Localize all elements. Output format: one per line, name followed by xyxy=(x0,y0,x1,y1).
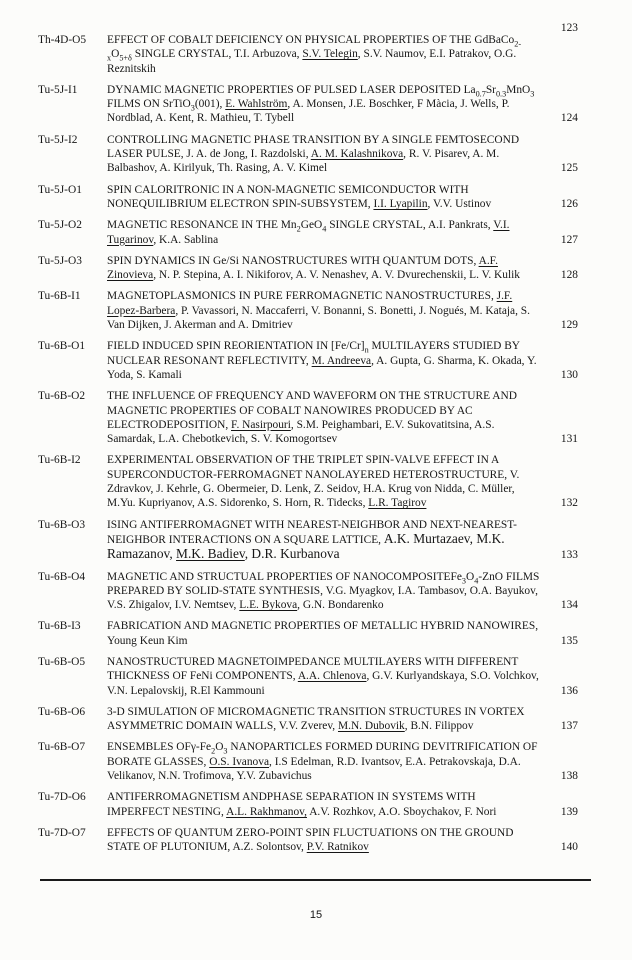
session-code: Tu-6B-O6 xyxy=(38,705,86,718)
subscript: 2 xyxy=(296,224,301,234)
entry-title-authors xyxy=(107,705,544,734)
underlined-author: A.F. Zinovieva xyxy=(107,254,498,282)
text-segment: ANTIFERROMAGNETISM ANDPHASE SEPARATION IN SYSTEMS WITH IMPERFECT NESTING, xyxy=(107,791,476,818)
subscript: 4 xyxy=(322,224,327,234)
text-segment: (001), xyxy=(194,98,226,111)
entry-page-number: 126 xyxy=(560,197,578,210)
entry-title-authors xyxy=(107,453,544,510)
text-segment: SINGLE CRYSTAL, T.I. Arbuzova, xyxy=(131,48,303,61)
text-segment: MAGNETIC AND STRUCTUAL PROPERTIES OF NANOCOMPOSITEFe xyxy=(107,570,462,583)
text-segment: ISING ANTIFERROMAGNET WITH NEAREST-NEIGHBOR AND NEXT-NEAREST-NEIGHBOR INTERACTIONS ON A SQUARE LATTICE, xyxy=(107,518,517,546)
session-code: Tu-7D-O7 xyxy=(38,826,86,839)
text-segment: , V.V. Ustinov xyxy=(427,197,492,210)
text-segment: A.K. Murtazaev, M.K. Ramazanov, xyxy=(107,530,505,562)
underlined-author: A.L. Rakhmanov, xyxy=(226,805,307,818)
text-segment: SINGLE CRYSTAL, A.I. Pankrats, xyxy=(326,219,494,232)
entry-page-number: 137 xyxy=(560,720,578,733)
text-segment: MnO xyxy=(506,83,531,96)
text-segment: , N. P. Stepina, A. I. Nikiforov, A. V. Nenashev, A. V. Dvurechenskii, L. V. Kulik xyxy=(153,269,520,282)
entry-page-number: 139 xyxy=(560,805,578,818)
text-segment: GeO xyxy=(300,219,323,232)
entry-page-number: 132 xyxy=(560,497,578,510)
text-segment: Sr xyxy=(485,83,496,96)
text-segment: MAGNETIC RESONANCE IN THE Mn xyxy=(107,219,297,232)
underlined-author: P.V. Ratnikov xyxy=(306,841,369,854)
entry-title-authors xyxy=(107,518,544,563)
text-segment: FIELD INDUCED SPIN REORIENTATION IN [Fe/Cr] xyxy=(107,340,365,353)
subscript: 0.3 xyxy=(495,89,507,99)
toc-entry xyxy=(38,518,578,563)
session-code: Tu-6B-O2 xyxy=(38,390,86,403)
entry-page-number: 133 xyxy=(560,549,578,562)
entry-title-authors xyxy=(107,826,544,855)
entry-page-number: 124 xyxy=(560,112,578,125)
entry-title-authors xyxy=(107,218,544,247)
session-code: Tu-6B-I2 xyxy=(38,454,81,467)
toc-entry xyxy=(38,619,578,648)
text-segment: O xyxy=(465,570,475,583)
text-segment: , I.S Edelman, R.D. Ivantsov, E.A. Petrakovskaja, D.A. Velikanov, N.N. Trofimova, Y.V. Zubavichus xyxy=(107,755,521,783)
entry-title-authors xyxy=(107,740,544,783)
text-segment: ENSEMBLES OFγ-Fe xyxy=(107,741,212,754)
entry-page-number: 140 xyxy=(560,841,578,854)
text-segment: , P. Vavassori, N. Maccaferri, V. Bonanni, S. Bonetti, J. Nogués, M. Kataja, S. Van Dijken, J. Akerman and A. Dmitriev xyxy=(107,304,530,332)
entry-title-authors xyxy=(107,790,544,819)
session-code: Tu-5J-I1 xyxy=(38,83,78,96)
session-code: Tu-5J-O2 xyxy=(38,219,82,232)
text-segment: CONTROLLING MAGNETIC PHASE TRANSITION BY A SINGLE FEMTOSECOND LASER PULSE, J. A. de Jong, I. Razdolski, xyxy=(107,133,520,161)
underlined-author: I.I. Lyapilin xyxy=(373,197,428,210)
text-segment: FILMS ON SrTiO xyxy=(107,98,191,111)
session-code: Tu-6B-I1 xyxy=(38,290,81,303)
entry-title-authors xyxy=(107,619,544,648)
subscript: 5+δ xyxy=(119,53,132,63)
text-segment: 3-D SIMULATION OF MICROMAGNETIC TRANSITION STRUCTURES IN VORTEX ASYMMETRIC DOMAIN WALLS, V.V. Zverev, xyxy=(107,705,525,733)
entry-title-authors xyxy=(107,339,544,382)
toc-entry xyxy=(38,133,578,176)
text-segment: , S.M. Peighambari, E.V. Sukovatitsina, A.S. Samardak, L.A. Chebotkevich, S. V. Komogortsev xyxy=(107,418,495,446)
text-segment: -ZnO FILMS PREPARED BY SOLID-STATE SYNTHESIS, V.G. Myagkov, I.A. Tambasov, O.A. Bayukov, V.S. Zhigalov, I.V. Nemtsev, xyxy=(107,570,540,612)
toc-entry xyxy=(38,389,578,446)
text-segment: , G.V. Kurlyandskaya, S.O. Volchkov, V.N. Lepalovskij, R.El Kammouni xyxy=(107,670,539,697)
entry-title-authors xyxy=(107,83,544,126)
entry-page-number: 127 xyxy=(560,233,578,246)
text-segment: THE INFLUENCE OF FREQUENCY AND WAVEFORM ON THE STRUCTURE AND MAGNETIC PROPERTIES OF COBALT NANOWIRES PRODUCED BY AC ELECTRODEPOSITION, xyxy=(107,390,517,431)
subscript: 3 xyxy=(190,103,195,113)
toc-entry xyxy=(38,218,578,247)
text-segment: EFFECTS OF QUANTUM ZERO-POINT SPIN FLUCTUATIONS ON THE GROUND STATE OF PLUTONIUM, A.Z. Solontsov, xyxy=(107,826,514,854)
toc-entry xyxy=(38,289,578,332)
underlined-author: J.F. Lopez-Barbera xyxy=(107,290,513,317)
underlined-author: S.V. Telegin xyxy=(302,48,358,61)
subscript: 0.7 xyxy=(475,89,486,99)
text-segment: , G.N. Bondarenko xyxy=(297,599,384,612)
entry-page-number: 129 xyxy=(560,319,578,332)
entry-title-authors xyxy=(107,133,544,176)
toc-entry xyxy=(38,570,578,613)
underlined-author: M.N. Dubovik xyxy=(337,720,405,733)
underlined-author: E. Wahlström xyxy=(225,98,288,111)
entry-page-number: 123 xyxy=(560,22,578,34)
page-number-folio: 15 xyxy=(309,909,323,921)
text-segment: , K.A. Sablina xyxy=(153,233,219,246)
subscript: 3 xyxy=(530,89,535,99)
text-segment: NANOSTRUCTURED MAGNETOIMPEDANCE MULTILAYERS WITH DIFFERENT THICKNESS OF FeNi COMPONENTS, xyxy=(107,655,519,683)
entry-title-authors xyxy=(107,254,544,283)
toc-entry xyxy=(38,790,578,819)
session-code: Tu-6B-O1 xyxy=(38,340,86,353)
session-code: Tu-7D-O6 xyxy=(38,791,86,804)
text-segment: , S.V. Naumov, E.I. Patrakov, O.G. Reznitskih xyxy=(107,48,517,75)
text-segment: MULTILAYERS STUDIED BY NUCLEAR RESONANT REFLECTIVITY, xyxy=(107,340,520,367)
text-segment: FABRICATION AND MAGNETIC PROPERTIES OF METALLIC HYBRID NANOWIRES, Young Keun Kim xyxy=(107,620,539,647)
text-segment: , A. Monsen, J.E. Boschker, F Màcia, J. Wells, P. Nordblad, A. Kent, R. Mathieu, T. Tybell xyxy=(107,98,510,125)
entry-page-number: 130 xyxy=(560,368,578,381)
text-segment: SPIN CALORITRONIC IN A NON-MAGNETIC SEMICONDUCTOR WITH NONEQUILIBRIUM ELECTRON SPIN-SUBSYSTEM, xyxy=(107,183,469,210)
text-segment: A.V. Rozhkov, A.O. Sboychakov, F. Nori xyxy=(306,805,497,818)
underlined-author: A.A. Chlenova xyxy=(297,670,367,683)
text-segment: EFFECT OF COBALT DEFICIENCY ON PHYSICAL PROPERTIES OF THE GdBaCo xyxy=(107,34,515,46)
session-code: Th-4D-O5 xyxy=(38,34,87,46)
text-segment: , A. Gupta, G. Sharma, K. Okada, Y. Yoda, S. Kamali xyxy=(107,354,537,381)
session-code: Tu-6B-O7 xyxy=(38,741,86,754)
text-segment: O xyxy=(215,741,224,754)
toc-entry xyxy=(38,826,578,855)
entry-title-authors xyxy=(107,389,544,446)
session-code: Tu-5J-O3 xyxy=(38,254,82,267)
text-segment: , D.R. Kurbanova xyxy=(244,546,340,562)
subscript: n xyxy=(364,345,369,355)
session-code: Tu-5J-I2 xyxy=(38,133,78,146)
underlined-author: O.S. Ivanova xyxy=(209,755,270,768)
session-code: Tu-6B-O4 xyxy=(38,570,86,583)
text-segment: , R. V. Pisarev, A. M. Balbashov, A. Kirilyuk, Th. Rasing, A. V. Kimel xyxy=(107,148,500,175)
entry-page-number: 138 xyxy=(560,770,578,783)
entry-page-number: 131 xyxy=(560,433,578,446)
toc-entry xyxy=(38,83,578,126)
text-segment: SPIN DYNAMICS IN Ge/Si NANOSTRUCTURES WITH QUANTUM DOTS, xyxy=(107,254,479,267)
entry-title-authors xyxy=(107,289,544,332)
entry-page-number: 135 xyxy=(560,634,578,647)
toc-entry xyxy=(38,22,578,76)
text-segment: EXPERIMENTAL OBSERVATION OF THE TRIPLET SPIN-VALVE EFFECT IN A SUPERCONDUCTOR-FERROMAGNET NANOLAYERED HETEROSTRUCTURE, V. Zdravkov, J. Kehrle, G. Obermeier, D. Lenk, Z. Seidov, H.A. Krug von Nidda, C. Müller, M.Yu. Kupriyanov, A.S. Sidorenko, S. Horn, R. Tidecks, xyxy=(107,454,520,510)
underlined-author: A. M. Kalashnikova xyxy=(310,148,404,161)
session-code: Tu-5J-O1 xyxy=(38,183,82,196)
toc-entry xyxy=(38,254,578,283)
entry-page-number: 136 xyxy=(560,684,578,697)
entry-page-number: 134 xyxy=(560,599,578,612)
underlined-author: V.I. Tugarinov xyxy=(107,219,510,246)
subscript: 2-x xyxy=(107,39,522,63)
entry-page-number: 125 xyxy=(560,162,578,175)
session-code: Tu-6B-O5 xyxy=(38,655,86,668)
toc-entry xyxy=(38,705,578,734)
subscript: 4 xyxy=(474,575,479,585)
underlined-author: M. Andreeva xyxy=(311,354,372,367)
entry-page-number: 128 xyxy=(560,269,578,282)
text-segment: NANOPARTICLES FORMED DURING DEVITRIFICATION OF BORATE GLASSES, xyxy=(107,741,538,768)
underlined-author: F. Nasirpouri xyxy=(231,418,291,431)
underlined-author: L.R. Tagirov xyxy=(368,497,427,510)
session-code: Tu-6B-O3 xyxy=(38,518,86,531)
toc-list xyxy=(38,22,578,855)
entry-title-authors xyxy=(107,655,544,698)
toc-entry xyxy=(38,740,578,783)
underlined-author: M.K. Badiev xyxy=(176,546,245,562)
text-segment: , B.N. Filippov xyxy=(404,720,474,733)
toc-entry xyxy=(38,339,578,382)
subscript: 3 xyxy=(223,746,228,756)
entry-title-authors xyxy=(107,183,544,212)
toc-entry xyxy=(38,655,578,698)
entry-title-authors xyxy=(107,570,544,613)
subscript: 3 xyxy=(461,575,466,585)
text-segment: MAGNETOPLASMONICS IN PURE FERROMAGNETIC NANOSTRUCTURES, xyxy=(107,290,497,303)
entry-title-authors xyxy=(107,33,544,76)
footer-rule xyxy=(40,879,591,881)
toc-entry xyxy=(38,183,578,212)
underlined-author: L.E. Bykova xyxy=(239,599,298,612)
text-segment: DYNAMIC MAGNETIC PROPERTIES OF PULSED LASER DEPOSITED La xyxy=(107,83,476,96)
session-code: Tu-6B-I3 xyxy=(38,620,81,633)
toc-entry xyxy=(38,453,578,510)
subscript: 2 xyxy=(211,746,216,756)
text-segment: O xyxy=(111,48,120,61)
